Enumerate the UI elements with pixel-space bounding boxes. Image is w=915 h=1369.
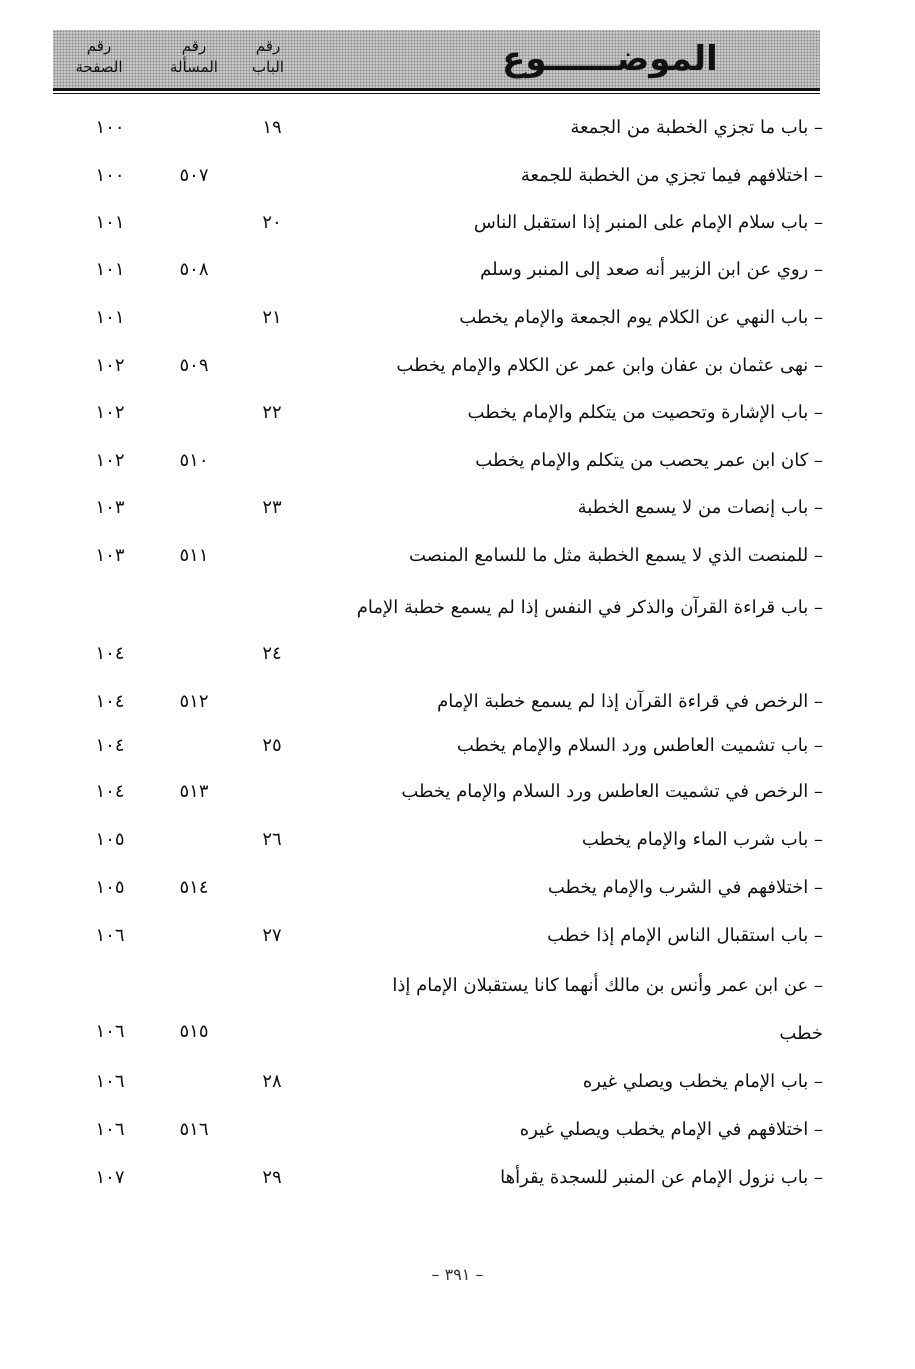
header-rule [53, 88, 820, 91]
entry-title: – للمنصت الذي لا يسمع الخطبة مثل ما للسامع المنصت [409, 545, 823, 566]
page-number: ١٠٤ [95, 735, 125, 756]
entry-title: – باب قراءة القرآن والذكر في النفس إذا لم يسمع خطبة الإمام [356, 597, 823, 618]
page-number: ١٠٠ [95, 117, 125, 138]
issue-number: ٥٠٧ [179, 165, 209, 186]
page-number: ١٠٦ [95, 1071, 125, 1092]
issue-number: ٥١٤ [179, 877, 209, 898]
entry-title: – عن ابن عمر وأنس بن مالك أنهما كانا يستقبلان الإمام إذا خطب [392, 975, 823, 1044]
chapter-number: ٢٥ [262, 735, 282, 756]
entry-title: – باب الإمام يخطب ويصلي غيره [582, 1071, 823, 1092]
header-rule-thin [53, 93, 820, 94]
page-number: ١٠٣ [95, 497, 125, 518]
chapter-number: ٢٨ [262, 1071, 282, 1092]
page-number: ١٠٦ [95, 925, 125, 946]
page-number: ١٠٧ [95, 1167, 125, 1188]
chapter-number: ٢٠ [262, 212, 282, 233]
chapter-number: ٢٦ [262, 829, 282, 850]
chapter-number: ٢٤ [262, 643, 282, 664]
entry-title: – باب إنصات من لا يسمع الخطبة [577, 497, 823, 518]
entry-title: – الرخص في قراءة القرآن إذا لم يسمع خطبة الإمام [437, 691, 823, 712]
column-title-page: رقم الصفحة [75, 37, 123, 76]
page-number: ١٠٤ [95, 643, 125, 664]
chapter-number: ٢١ [262, 307, 282, 328]
issue-number: ٥٠٩ [179, 355, 209, 376]
chapter-number: ١٩ [262, 117, 282, 138]
page-number: ١٠١ [95, 259, 125, 280]
chapter-number: ٢٩ [262, 1167, 282, 1188]
page-number: ١٠٤ [95, 691, 125, 712]
entry-title: – باب استقبال الناس الإمام إذا خطب [547, 925, 823, 946]
page-number: ١٠٦ [95, 1021, 125, 1042]
column-title-topic: الموضــــــوع [502, 39, 718, 79]
chapter-number: ٢٧ [262, 925, 282, 946]
page-number: ١٠٦ [95, 1119, 125, 1140]
page-number: ١٠٢ [95, 450, 125, 471]
issue-number: ٥١٦ [179, 1119, 209, 1140]
entry-title: – الرخص في تشميت العاطس ورد السلام والإمام يخطب [401, 781, 823, 802]
page-number: ١٠١ [95, 307, 125, 328]
issue-number: ٥١١ [179, 545, 209, 566]
page-number: ١٠٥ [95, 829, 125, 850]
toc-entry [0, 962, 915, 1062]
page-number: ١٠٢ [95, 355, 125, 376]
entry-title: – كان ابن عمر يحصب من يتكلم والإمام يخطب [475, 450, 823, 471]
entry-title: – اختلافهم في الشرب والإمام يخطب [547, 877, 823, 898]
issue-number: ٥١٥ [179, 1021, 209, 1042]
entry-title: – نهى عثمان بن عفان وابن عمر عن الكلام والإمام يخطب [396, 355, 823, 376]
entry-title: – باب شرب الماء والإمام يخطب [581, 829, 823, 850]
page-number: ١٠٠ [95, 165, 125, 186]
column-title-chapter: رقم الباب [252, 37, 284, 76]
issue-number: ٥١٠ [179, 450, 209, 471]
page-number: ١٠٣ [95, 545, 125, 566]
page-number: ١٠٢ [95, 402, 125, 423]
column-title-issue: رقم المسألة [170, 37, 218, 76]
issue-number: ٥١٢ [179, 691, 209, 712]
toc-entry [0, 584, 915, 684]
entry-title: – باب نزول الإمام عن المنبر للسجدة يقرأها [500, 1167, 823, 1188]
chapter-number: ٢٣ [262, 497, 282, 518]
page-number: ١٠٥ [95, 877, 125, 898]
entry-title: – باب تشميت العاطس ورد السلام والإمام يخطب [456, 735, 823, 756]
issue-number: ٥٠٨ [179, 259, 209, 280]
entry-title: – باب ما تجزي الخطبة من الجمعة [570, 117, 823, 138]
entry-title: – روي عن ابن الزبير أنه صعد إلى المنبر وسلم [480, 259, 823, 280]
page-number: ١٠١ [95, 212, 125, 233]
entry-title: – اختلافهم في الإمام يخطب ويصلي غيره [519, 1119, 823, 1140]
page-number: ١٠٤ [95, 781, 125, 802]
chapter-number: ٢٢ [262, 402, 282, 423]
entry-title: – باب سلام الإمام على المنبر إذا استقبل الناس [473, 212, 823, 233]
entry-title: – باب الإشارة وتحصيت من يتكلم والإمام يخطب [467, 402, 823, 423]
entry-title: – باب النهي عن الكلام يوم الجمعة والإمام يخطب [459, 307, 823, 328]
entry-title: – اختلافهم فيما تجزي من الخطبة للجمعة [520, 165, 823, 186]
page-footer-number: – ٣٩١ – [431, 1265, 484, 1284]
issue-number: ٥١٣ [179, 781, 209, 802]
